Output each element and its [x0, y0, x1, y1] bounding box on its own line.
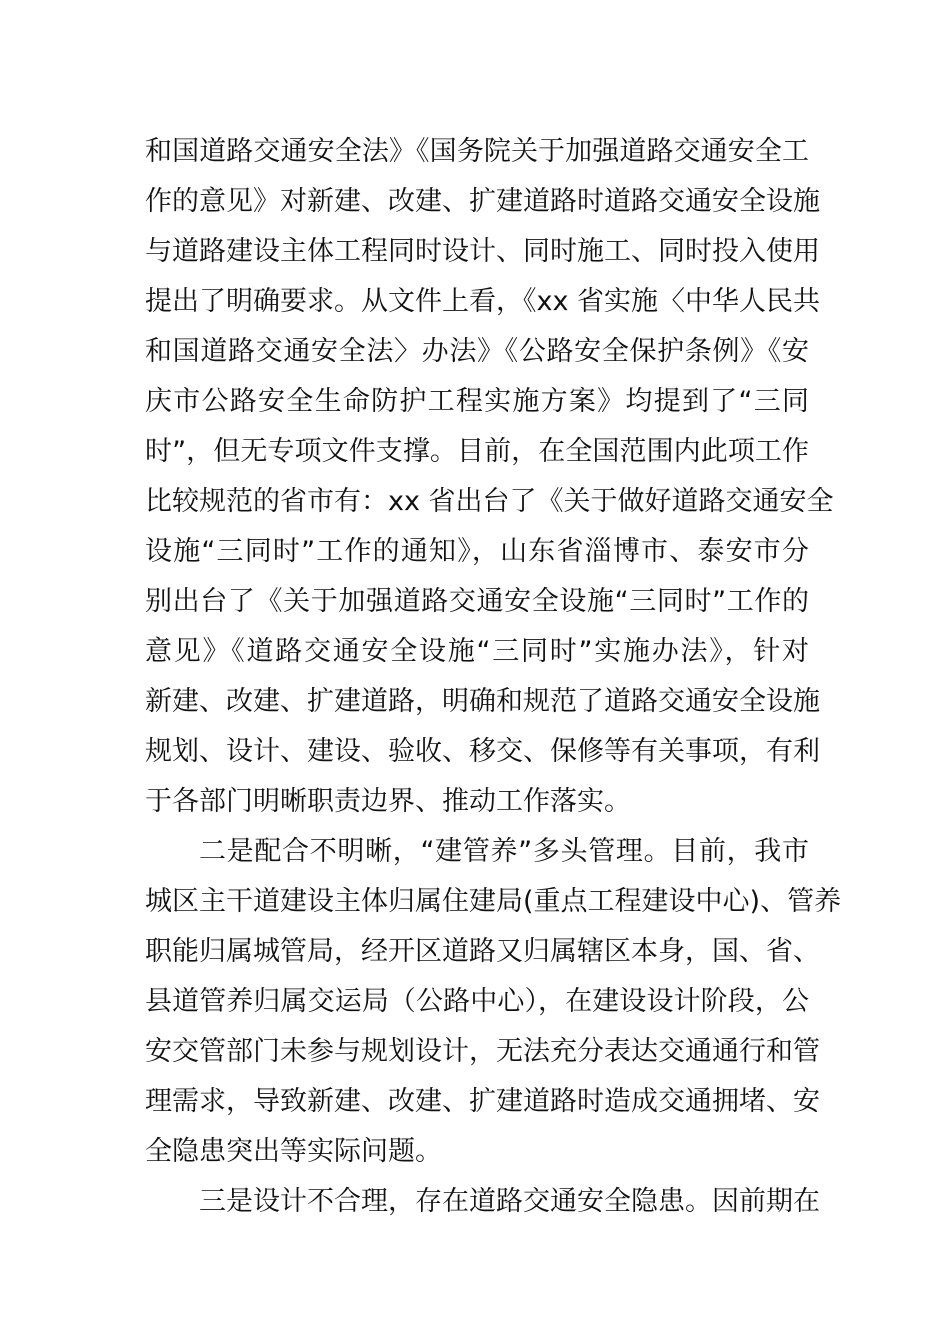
text-line: 职能归属城管局，经开区道路又归属辖区本身，国、省、 — [145, 936, 820, 967]
paragraph-first-line: 二是配合不明晰，“建管养”多头管理。目前，我市 — [199, 836, 809, 867]
text-line: 城区主干道建设主体归属住建局(重点工程建设中心)、管养 — [145, 886, 842, 917]
text-line: 庆市公路安全生命防护工程实施方案》均提到了“三同 — [145, 386, 809, 417]
text-line: 比较规范的省市有：xx 省出台了《关于做好道路交通安全 — [145, 486, 834, 517]
text-line: 全隐患突出等实际问题。 — [145, 1136, 442, 1167]
text-line: 设施“三同时”工作的通知》，山东省淄博市、泰安市分 — [145, 536, 809, 567]
text-line: 规划、设计、建设、验收、移交、保修等有关事项，有利 — [145, 736, 820, 767]
text-line: 与道路建设主体工程同时设计、同时施工、同时投入使用 — [145, 236, 820, 267]
paragraph-first-line: 三是设计不合理，存在道路交通安全隐患。因前期在 — [199, 1186, 820, 1217]
text-line: 理需求，导致新建、改建、扩建道路时造成交通拥堵、安 — [145, 1086, 820, 1117]
text-line: 于各部门明晰职责边界、推动工作落实。 — [145, 786, 631, 817]
text-line: 县道管养归属交运局（公路中心），在建设设计阶段，公 — [145, 986, 809, 1017]
text-line: 时”，但无专项文件支撑。目前，在全国范围内此项工作 — [145, 436, 809, 467]
text-line: 新建、改建、扩建道路，明确和规范了道路交通安全设施 — [145, 686, 820, 717]
text-line: 提出了明确要求。从文件上看，《xx 省实施〈中华人民共 — [145, 286, 821, 317]
text-line: 和国道路交通安全法》《国务院关于加强道路交通安全工 — [145, 136, 809, 167]
text-line: 别出台了《关于加强道路交通安全设施“三同时”工作的 — [145, 586, 809, 617]
text-line: 作的意见》对新建、改建、扩建道路时道路交通安全设施 — [145, 186, 820, 217]
text-line: 和国道路交通安全法〉办法》《公路安全保护条例》《安 — [145, 336, 809, 367]
text-line: 安交管部门未参与规划设计，无法充分表达交通通行和管 — [145, 1036, 820, 1067]
body-text — [145, 127, 842, 1227]
text-line: 意见》《道路交通安全设施“三同时”实施办法》，针对 — [145, 636, 809, 667]
